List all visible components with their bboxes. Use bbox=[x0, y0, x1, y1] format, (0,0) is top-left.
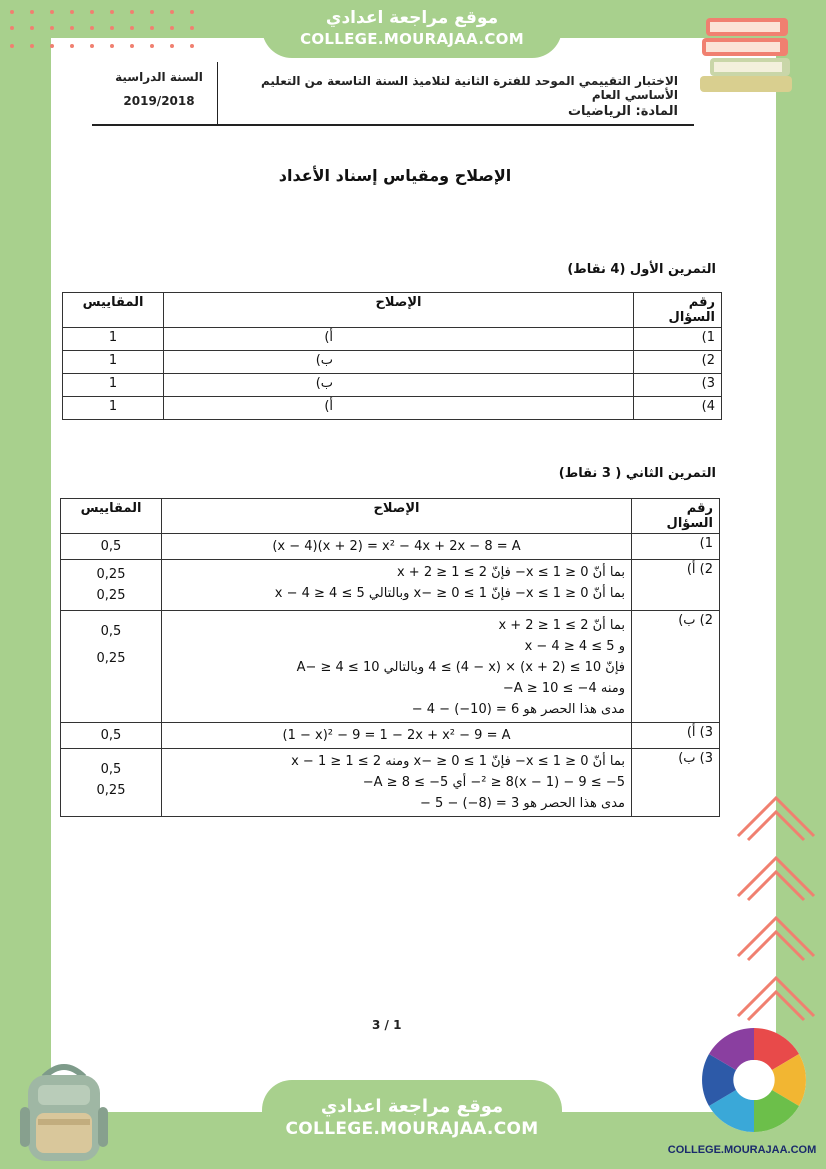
circle-logo-icon bbox=[694, 1024, 814, 1140]
row-correction bbox=[162, 611, 632, 723]
table-row bbox=[63, 351, 722, 374]
correction-line: (x − 4)(x + 2) = x² − 4x + 2x − 8 = A bbox=[272, 539, 521, 554]
table-row bbox=[61, 723, 720, 749]
row-marks bbox=[61, 560, 162, 611]
exam-title: الاختبار التقييمي الموحد للفترة الثانية لتلاميذ السنة التاسعة من التعليم الأساسي العام bbox=[261, 74, 678, 102]
row-mark: 1 bbox=[63, 397, 164, 420]
row-correction bbox=[162, 723, 632, 749]
correction-line: بما أنّ 0 ≤ x ≤ 1− فإنّ 2 ≥ x + 2 ≥ 1 bbox=[396, 565, 625, 580]
mark: 0,25 bbox=[96, 651, 126, 666]
header-marks: المقاييس bbox=[61, 499, 162, 534]
school-year: 2019/2018 bbox=[123, 94, 195, 108]
correction-line: بما أنّ 0 ≤ x ≤ 1− فإنّ 1 ≥ x− ≥ 0 ومنه 2 ≥ x − 1 ≥ 1 bbox=[291, 754, 625, 769]
row-correction: أ) bbox=[164, 397, 634, 420]
correction-line: مدى هذا الحصر هو 3 = (8−) − 5 − bbox=[420, 796, 625, 811]
row-correction bbox=[162, 749, 632, 817]
site-name: موقع مراجعة اعدادي bbox=[325, 8, 499, 28]
row-correction: أ) bbox=[164, 328, 634, 351]
row-mark: 1 bbox=[63, 374, 164, 397]
row-number: 2) أ) bbox=[632, 560, 720, 611]
correction-line: ومنه 4− ≥ A ≥ 10− bbox=[502, 681, 625, 696]
row-number: 3) أ) bbox=[632, 723, 720, 749]
logo-caption: COLLEGE.MOURAJAA.COM bbox=[667, 1144, 817, 1156]
backpack-icon bbox=[14, 1055, 114, 1165]
row-correction: ب) bbox=[164, 351, 634, 374]
site-name: موقع مراجعة اعدادي bbox=[320, 1096, 504, 1117]
header-correction: الإصلاح bbox=[164, 293, 634, 328]
row-correction: ب) bbox=[164, 374, 634, 397]
row-correction bbox=[162, 534, 632, 560]
table-row bbox=[61, 560, 720, 611]
site-banner-top bbox=[262, 0, 562, 58]
row-mark: 1 bbox=[63, 328, 164, 351]
school-year-label: السنة الدراسية bbox=[115, 70, 203, 84]
header-correction: الإصلاح bbox=[162, 499, 632, 534]
row-number: 3) bbox=[634, 374, 722, 397]
mark: 0,25 bbox=[96, 567, 126, 582]
chevron-up-icon bbox=[734, 790, 818, 1030]
table-header-row bbox=[61, 499, 720, 534]
table-row bbox=[63, 374, 722, 397]
row-marks bbox=[61, 611, 162, 723]
correction-line: و 5 ≥ x − 4 ≥ 4 bbox=[524, 639, 625, 654]
header-question: رقم السؤال bbox=[634, 293, 722, 328]
row-marks bbox=[61, 749, 162, 817]
exercise2-title: التمرين الثاني ( 3 نقاط) bbox=[558, 466, 716, 481]
table-row bbox=[61, 749, 720, 817]
site-url[interactable]: COLLEGE.MOURAJAA.COM bbox=[300, 30, 524, 48]
correction-line: بما أنّ 2 ≥ x + 2 ≥ 1 bbox=[498, 618, 625, 633]
school-year-block bbox=[105, 70, 213, 118]
row-number: 2) ب) bbox=[632, 611, 720, 723]
table-row bbox=[63, 328, 722, 351]
row-number: 1) bbox=[632, 534, 720, 560]
site-url[interactable]: COLLEGE.MOURAJAA.COM bbox=[285, 1119, 539, 1139]
row-number: 4) bbox=[634, 397, 722, 420]
mark: 0,25 bbox=[96, 783, 126, 798]
books-icon bbox=[700, 14, 796, 96]
header-marks: المقاييس bbox=[63, 293, 164, 328]
header-separator bbox=[217, 62, 218, 124]
table-row bbox=[61, 534, 720, 560]
row-number: 2) bbox=[634, 351, 722, 374]
row-marks bbox=[61, 534, 162, 560]
mark: 0,5 bbox=[100, 624, 122, 639]
decorative-dots bbox=[0, 0, 210, 60]
exercise2-table bbox=[60, 498, 720, 817]
mark: 0,25 bbox=[96, 588, 126, 603]
table-row bbox=[61, 611, 720, 723]
mark: 0,5 bbox=[100, 762, 122, 777]
table-row bbox=[63, 397, 722, 420]
site-banner-bottom bbox=[262, 1080, 562, 1169]
row-correction bbox=[162, 560, 632, 611]
correction-line: 5− ≥ 9 − (1 − x)² ≥ 8− أي 5− ≥ A ≥ 8− bbox=[362, 775, 625, 790]
mark: 0,5 bbox=[100, 728, 122, 743]
subject: المادة: الرياضيات bbox=[567, 104, 678, 119]
header-question: رقم السؤال bbox=[632, 499, 720, 534]
correction-line: (1 − x)² − 9 = 1 − 2x + x² − 9 = A bbox=[282, 728, 511, 743]
exercise1-table bbox=[62, 292, 722, 420]
exercise1-title: التمرين الأول (4 نقاط) bbox=[567, 262, 716, 277]
row-marks bbox=[61, 723, 162, 749]
table-header-row bbox=[63, 293, 722, 328]
mark: 0,5 bbox=[100, 539, 122, 554]
row-number: 1) bbox=[634, 328, 722, 351]
document-title: الإصلاح ومقياس إسناد الأعداد bbox=[278, 166, 512, 185]
page-number: 3 / 1 bbox=[372, 1018, 402, 1032]
correction-line: مدى هذا الحصر هو 6 = (10−) − 4 − bbox=[411, 702, 625, 717]
header-rule bbox=[92, 124, 694, 126]
correction-line: بما أنّ 0 ≤ x ≤ 1− فإنّ 1 ≥ x− ≥ 0 وبالتالي 5 ≥ x − 4 ≥ 4 bbox=[274, 586, 625, 601]
correction-line: فإنّ 10 ≥ (x + 2) × (4 − x) ≥ 4 وبالتالي 10 ≥ A− ≥ 4 bbox=[296, 660, 625, 675]
row-number: 3) ب) bbox=[632, 749, 720, 817]
row-mark: 1 bbox=[63, 351, 164, 374]
